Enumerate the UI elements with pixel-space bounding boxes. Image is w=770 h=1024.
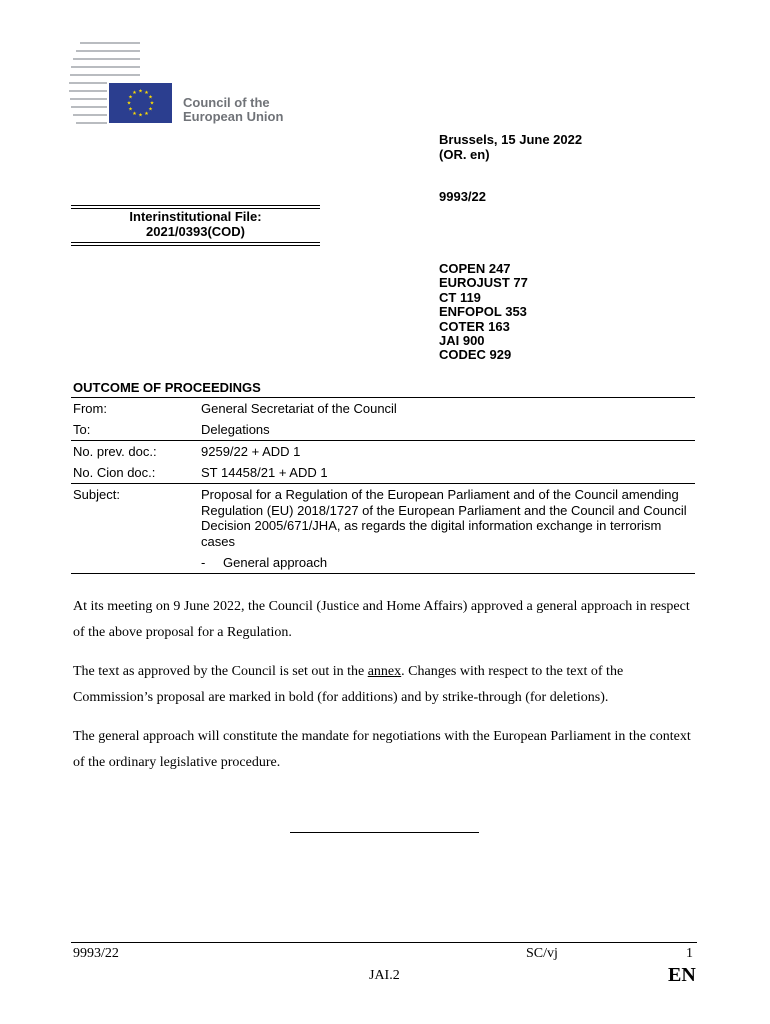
- code-item: EUROJUST 77: [439, 275, 528, 291]
- subject-label: Subject:: [73, 487, 120, 502]
- code-item: CODEC 929: [439, 347, 512, 363]
- code-item: CT 119: [439, 289, 481, 305]
- body-paragraph-3: The general approach will constitute the mandate for negotiations with the European Parliament in the context of the ordinary legislative procedure.: [73, 729, 691, 770]
- divider: [71, 397, 695, 398]
- footer-unit: JAI.2: [369, 968, 400, 983]
- prev-doc-value: 9259/22 + ADD 1: [201, 444, 301, 459]
- svg-text:★: ★: [148, 106, 153, 113]
- code-item: COPEN 247: [439, 261, 511, 276]
- svg-text:★: ★: [138, 112, 143, 119]
- footer-initials: SC/vj: [526, 946, 558, 961]
- interinstitutional-file-box: [71, 205, 320, 245]
- footer-language: EN: [668, 964, 696, 986]
- svg-text:★: ★: [128, 106, 133, 113]
- organisation-name: [183, 96, 283, 124]
- subject-value: Proposal for a Regulation of the European Parliament and of the Council amending Regulation (EU) 2018/1727 of the European Parliament and the Council and Council Decision 2005/671/JHA, as regards the digital information exchange in terrorism cases: [201, 487, 687, 549]
- file-label: Interinstitutional File:: [129, 209, 262, 224]
- end-separator: [290, 832, 479, 833]
- document-date: Brussels, 15 June 2022: [439, 132, 583, 147]
- divider: [71, 440, 695, 441]
- org-line-2: European Union: [183, 109, 284, 124]
- code-item: COTER 163: [439, 318, 510, 334]
- prev-doc-label: No. prev. doc.:: [73, 444, 157, 459]
- svg-text:★: ★: [128, 94, 133, 101]
- svg-text:★: ★: [144, 90, 149, 96]
- svg-text:★: ★: [149, 100, 155, 107]
- eu-flag-icon: [109, 83, 172, 123]
- to-value: Delegations: [201, 422, 270, 437]
- cion-doc-label: No. Cion doc.:: [73, 465, 156, 480]
- svg-text:★: ★: [132, 111, 137, 117]
- cion-doc-value: ST 14458/21 + ADD 1: [201, 465, 328, 480]
- svg-text:★: ★: [132, 90, 137, 96]
- annex-reference: annex: [367, 664, 402, 679]
- svg-text:★: ★: [144, 111, 149, 117]
- body-paragraph-1: At its meeting on 9 June 2022, the Council (Justice and Home Affairs) approved a general approach in respect of the above proposal for a Regulation.: [73, 599, 690, 640]
- code-item: JAI 900: [439, 332, 485, 348]
- svg-text:★: ★: [148, 94, 153, 101]
- body-paragraph-2: [73, 659, 698, 711]
- svg-text:★: ★: [126, 100, 132, 107]
- council-logo: [68, 40, 178, 128]
- subject-item: General approach: [223, 555, 328, 570]
- section-title: OUTCOME OF PROCEEDINGS: [73, 380, 261, 395]
- code-item: ENFOPOL 353: [439, 304, 527, 320]
- from-value: General Secretariat of the Council: [201, 401, 397, 416]
- from-label: From:: [73, 401, 107, 416]
- document-codes: [439, 262, 528, 363]
- footer-doc-number: 9993/22: [73, 946, 119, 961]
- footer-page-number: 1: [686, 946, 693, 961]
- original-language: (OR. en): [439, 147, 490, 162]
- paragraph-text: The text as approved by the Council is set out in the: [73, 664, 368, 679]
- paragraph-text: . Changes with respect to the text of the Commission’s proposal are marked in bold (for additions) and by strike-through (for deletions).: [73, 664, 624, 705]
- to-label: To:: [73, 422, 91, 437]
- footer-divider: [71, 942, 697, 943]
- divider: [71, 483, 695, 484]
- org-line-1: Council of the: [183, 95, 270, 110]
- document-number: 9993/22: [439, 189, 486, 204]
- subject-dash: -: [201, 555, 206, 570]
- file-number: 2021/0393(COD): [146, 224, 245, 239]
- svg-text:★: ★: [138, 88, 143, 95]
- divider: [71, 573, 695, 574]
